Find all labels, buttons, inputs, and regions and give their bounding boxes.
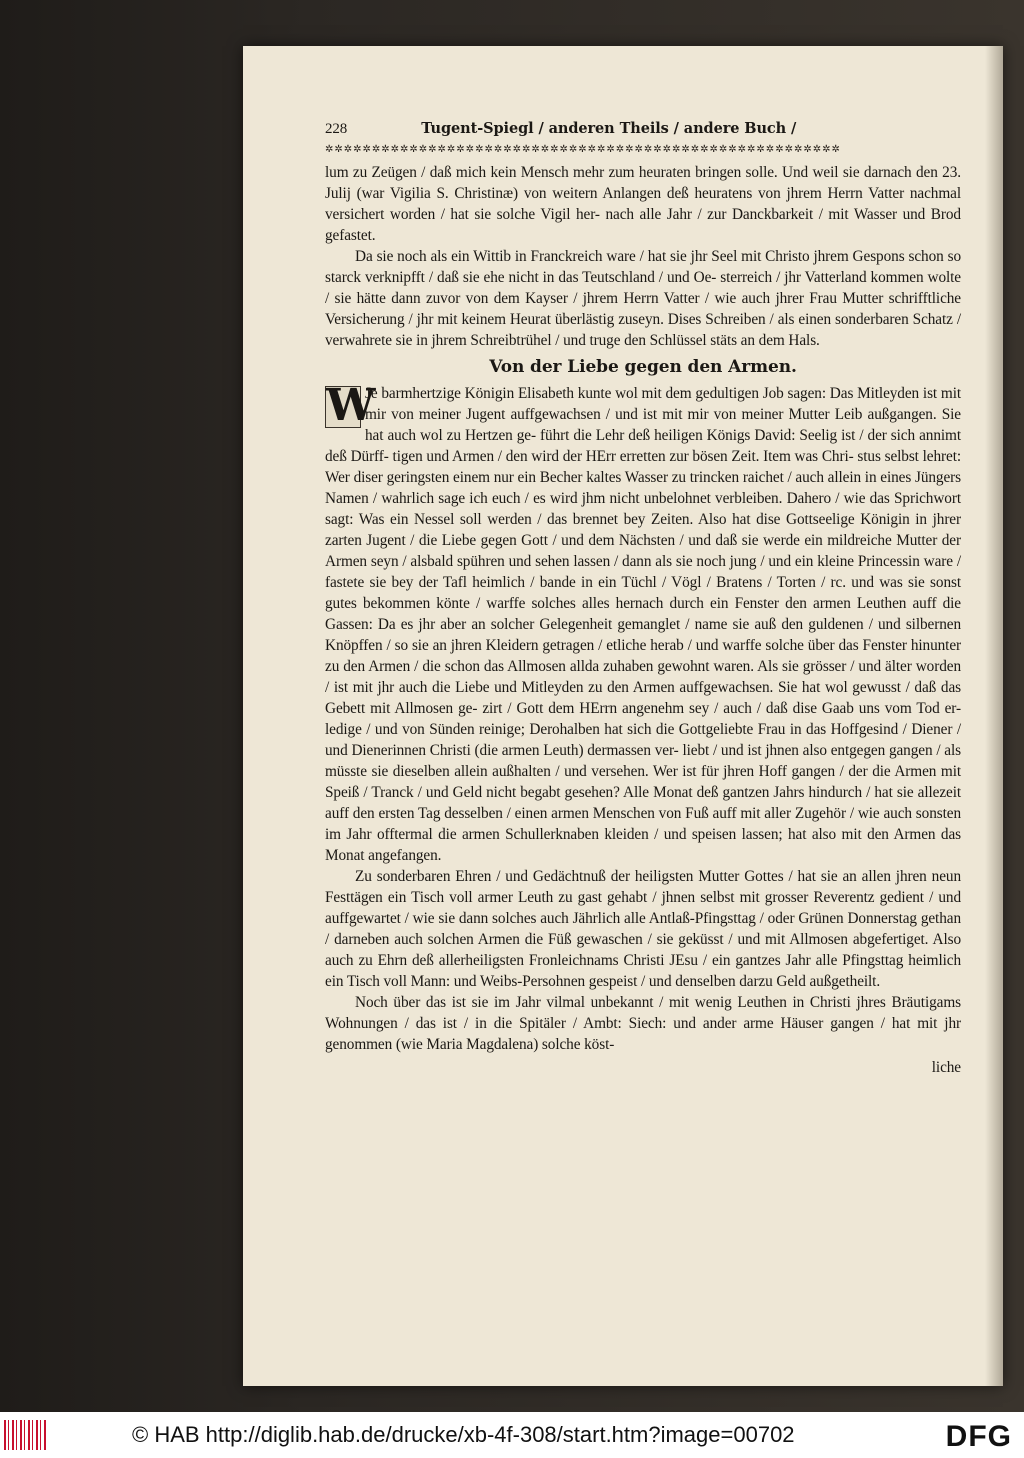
dropcap-initial: W xyxy=(326,380,376,431)
paragraph-liebe-text: Je barmhertzige Königin Elisabeth kunte wol mit dem gedultigen Job sagen: Das Mitleyden ist mit mir von meiner Jugent auffgewachsen / und ist mit mir von meiner Mutter Leib außgangen. Sie hat auch wol zu Hertzen ge- führt die Lehr deß heiligen Königs David: Seelig ist / der sich annimt deß Dürff- tigen und Armen / den wird der HErr erretten zur bösen Zeit. Item was Chri- stus selbst lehret: Wer diser geringsten einem nur ein Becher kaltes Wasser zu trincken raichet / auch allein in eines Jüngers Namen / wahrlich sage ich euch / es wird jhm nicht unbelohnet verbleiben. Dahero / wie das Sprichwort sagt: Was ein Nessel soll werden / das brennet bey Zeiten. Also hat dise Gottseelige Königin in jhrer zarten Jugent / die Liebe gegen Gott / und dem Nächsten / und daß sie werde ein mildreiche Mutter der Armen seyn / alsbald spühren und sehen lassen / dann als sie noch jung / und ein kleine Princessin ware / fastete sie bey der Tafl heimlich / bande in ein Tüchl / Vögl / Bratens / Torten / rc. und was sie sonst gutes bekommen könte / warffe solches alles hernach durch ein Fenster den armen Leuthen auff die Gassen: Da es jhr aber an solcher Gelegenheit gemanglet / name sie auß den guldenen / und silbernen Knöpffen / so sie an jhren Kleidern getragen / etliche herab / und warffe solche über das Fenster hinunter zu den Armen / die schon das Allmosen allda zuhaben gewohnt waren. Als sie grösser / und älter worden / ist mit jhr auch die Liebe und Mitleyden zu den Armen auffgewachsen. Sie hat wol gewusst / daß das Gebett mit Allmosen ge- zirt / Gott dem HErrn angenehm sey / auch / daß dise Gaab uns vom Tod er- ledige / und von Sünden reinige; Derohalben hat sich die Gottgeliebte Frau in das Hoffgesind / Diener / und Dienerinnen Christi (die armen Leuth) dermassen ver- liebt / und ist jhnen also entgegen gangen / als müsste sie dieselben allein außhalten / und versehen. Wer ist für jhren Hoff gangen / der die Armen mit Speiß / Tranck / und Geld nicht begabt gesehen? Alle Monat deß gantzen Jahrs hindurch / hat sie allezeit auff den ersten Tag desselben / einen armen Menschen von Fuß auff mit aller Zugehör / wie auch sonsten im Jahr offtermal die armen Schullerknaben kleiden / und speisen lassen; hat also mit den Armen das Monat angefangen. xyxy=(325,385,961,864)
running-title: Tugent-Spiegl / anderen Theils / andere Buch / xyxy=(421,120,797,137)
section-heading: Von der Liebe gegen den Armen. xyxy=(489,357,797,377)
source-link[interactable]: © HAB http://diglib.hab.de/drucke/xb-4f-308/start.htm?image=00702 xyxy=(132,1422,795,1447)
paragraph-ehren: Zu sonderbaren Ehren / und Gedächtnuß der heiligsten Mutter Gottes / hat sie an allen jhren neun Festtägen ein Tisch voll armer Leuth zu gast gehabt / jhnen selbst mit grosser Reverentz gedient / und auffgewartet / wie sie dann solches auch Jährlich alle Antlaß-Pfingsttag / oder Grünen Donnerstag gethan / darneben auch solchen Armen die Füß gewaschen / sie geküsst / und mit Allmosen abgefertiget. Also auch zu Ehrn deß allerheiligsten Fronleichnams Christi JEsu / ein gantzes Jahr alle Pfingsttag heimlich ein Tisch voll Mann: und Weibs-Persohnen gespeist / und denselben darzu Geld außgetheilt. xyxy=(325,868,961,990)
paragraph-liebe xyxy=(325,380,961,866)
book-page xyxy=(243,46,1003,1386)
paragraph-continuation: lum zu Zeügen / daß mich kein Mensch mehr zum heuraten bringen solle. Und weil sie darnach den 23. Julij (war Vigilia S. Christinæ) von weitern Anlangen deß heuratens von jhrem Herrn Vatter nachmal versichert worden / hat sie solche Vigil her- nach alle Jahr / zur Danckbarkeit / mit Wasser und Brod gefastet. xyxy=(325,164,961,244)
running-head xyxy=(325,118,961,142)
paragraph-spitaeler: Noch über das ist sie im Jahr vilmal unbekannt / mit wenig Leuthen in Christi jhres Bräutigams Wohnungen / das ist / in die Spitäler / Ambt: Siech: und ander arme Häuser gangen / hat mit jhr genommen (wie Maria Magdalena) solche köst- xyxy=(325,994,961,1053)
printed-text-block xyxy=(325,118,961,1078)
footer-bar xyxy=(0,1412,1024,1458)
ornament-rule: ✲✲✲✲✲✲✲✲✲✲✲✲✲✲✲✲✲✲✲✲✲✲✲✲✲✲✲✲✲✲✲✲✲✲✲✲✲✲✲✲✲✲✲✲✲✲✲✲✲✲✲✲✲✲✲ xyxy=(325,144,841,155)
page-edge-shadow xyxy=(985,46,1003,1386)
barcode-icon xyxy=(4,1420,46,1450)
dfg-logo: DFG xyxy=(945,1420,1012,1453)
catchword: liche xyxy=(931,1059,961,1076)
paragraph-wittib: Da sie noch als ein Wittib in Franckreich ware / hat sie jhr Seel mit Christo jhrem Gespons schon so starck verknipfft / daß sie ehe nicht in das Teutschland / und Oe- sterreich / jhr Vatterland kommen wolte / sie hätte dann zuvor von dem Kayser / jhrem Herrn Vatter / wie auch jhrer Frau Mutter schrifftliche Versicherung / jhr mit keinem Heurat überlästig zuseyn. Dises Schreiben / als einen sonderbaren Schatz / verwahrete sie in jhrem Schreibtrühel / und truge den Schlüssel stäts an dem Hals. xyxy=(325,248,961,349)
page-number: 228 xyxy=(325,121,348,137)
